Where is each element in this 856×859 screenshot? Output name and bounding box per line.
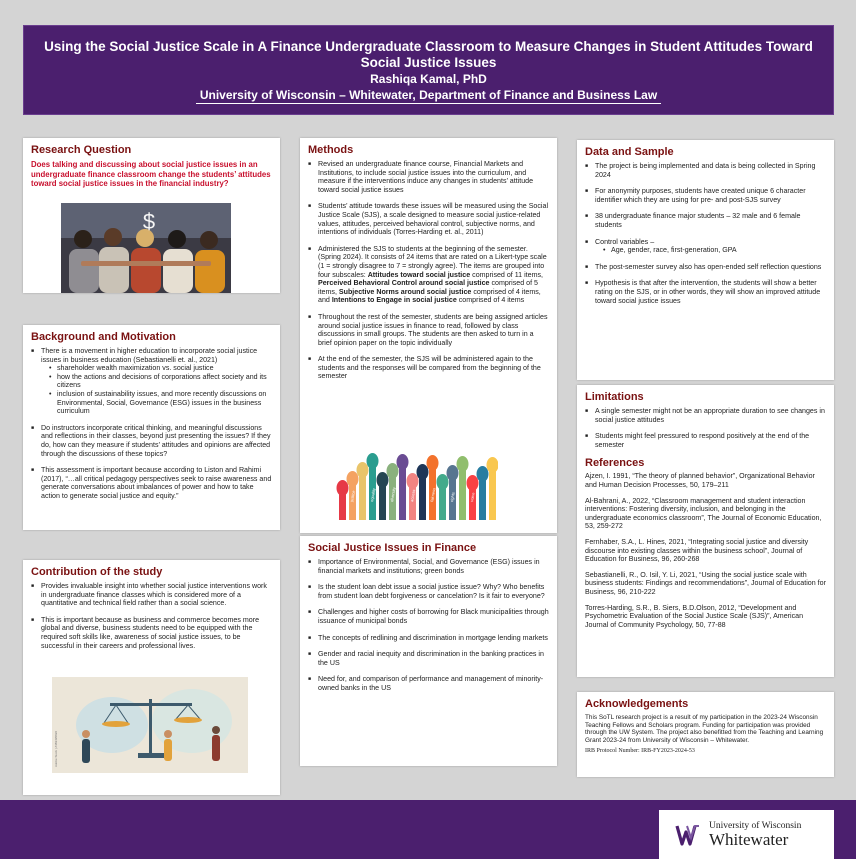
methods-bullet-4: ■ Throughout the rest of the semester, students are being assigned articles around social justice issues in finance to read, followed by class discussions in small groups. The students are then asked to turn in a brief opinion paper on the topic individually — [308, 313, 549, 347]
affiliation: University of Wisconsin – Whitewater, Department of Finance and Business Law — [196, 88, 661, 104]
contribution-bullet-1: ■ Provides invaluable insight into whether social justice interventions work in undergraduate finance classes which is considered more of a quantitative and technical field rather than a social science. — [31, 582, 272, 608]
sji-item-5: ■ Gender and racial inequity and discrimination in the banking practices in the US — [308, 650, 549, 667]
raised-hands-illustration — [333, 440, 498, 520]
poster-title: Using the Social Justice Scale in A Finance Undergraduate Classroom to Measure Changes in Student Attitudes Toward Social Justice Issues — [44, 39, 813, 70]
data-bullet-2: ■ For anonymity purposes, students have created unique 6 character identifier which they are using for pre- and post-SJS survey — [585, 187, 826, 204]
background-heading: Background and Motivation — [31, 331, 176, 343]
sji-item-1: ■ Importance of Environmental, Social, and Governance (ESG) issues in financial markets and institutions; green bonds — [308, 558, 549, 575]
logo-line-1: University of Wisconsin — [709, 820, 802, 831]
limitations-heading: Limitations — [585, 391, 644, 403]
university-logo — [659, 810, 834, 859]
methods-b3-subscale-4: Intentions to Engage in social justice — [331, 296, 457, 305]
background-bullet-2: ■ Do instructors incorporate critical thinking, and meaningful discussions and reflections in their classes, beyond just presenting the issues? If they do, how can they measure if students’ attitudes and opinions are affected through the discussions of these topics? — [31, 424, 272, 458]
hand-word: diversity — [389, 486, 397, 503]
research-question-heading: Research Question — [31, 144, 132, 156]
data-bullet-6: ■ Hypothesis is that after the intervention, the students will show a better rating on the SJS, or in other words, they will show an improved attitude toward social justice issues — [585, 279, 826, 305]
data-bullet-1: ■ The project is being implemented and data is being collected in Spring 2024 — [585, 162, 826, 179]
background-sub-2: • how the actions and decisions of corporations affect society and its citizens — [49, 373, 272, 390]
scales-image — [52, 677, 248, 773]
hand-word: access — [409, 489, 417, 503]
reference-1: Ajzen, I. 1991, “The theory of planned behavior”, Organizational Behavior and Human Decision Processes, 50, 179–211 — [585, 472, 815, 489]
methods-b3-d: comprised of 4 items, and — [318, 287, 541, 305]
data-bullet-5: ■ The post-semester survey also has open-ended self reflection questions — [585, 263, 826, 272]
methods-b3-subscale-2: Perceived Behavioral Control around social justice — [318, 279, 490, 288]
limitations-bullet-1: ■ A single semester might not be an appropriate duration to see changes in social justice attitudes — [585, 407, 826, 424]
svg-text:$: $ — [142, 209, 156, 234]
reference-3: Fernhaber, S.A., L. Hines, 2021, “Integrating social justice and diversity discourse into existing classes within the business school”, Journal of Education for Business, 96, 260-268 — [585, 537, 809, 564]
contribution-heading: Contribution of the study — [31, 566, 163, 578]
sji-item-2: ■ Is the student loan debt issue a social justice issue? Why? Who benefits from student loan debt forgiveness or cancelation? Is it fair to everyone? — [308, 583, 549, 600]
data-bullet-3: ■ 38 undergraduate finance major students – 32 male and 6 female students — [585, 212, 826, 229]
background-bullet-1-text: There is a movement in higher education to incorporate social justice issues in business education (Sebastianelli et. al., 2021) — [41, 347, 258, 364]
irb-protocol: IRB Protocol Number: IRB-FY2023-2024-53 — [585, 748, 695, 755]
methods-b3-a: Administered the SJS to students at the beginning of the semester. (Spring 2024). It consists of 24 items that are rated on a Likert-type scale (1 = strongly disagree to 7 = strongly agree). The items are grouped into four subscales: — [318, 244, 547, 279]
sji-item-6: ■ Need for, and comparison of performance and management of minority-owned banks in the US — [308, 675, 549, 692]
acknowledgements-text: This SoTL research project is a result of my participation in the 2023-24 Wisconsin Teaching Fellows and Scholars program. Funding for participation was provided through the UW System. The project also benefitted from the Teaching and Learning Grant 2023-24 from University of Wisconsin – Whitewater. — [585, 714, 824, 744]
reference-4: Sebastianelli, R., O. Isil, Y. Li, 2021, “Using the social justice scale with business students: Findings and recommendations”, Journal of Education for Business, 96, 210-222 — [585, 570, 826, 596]
reference-2: Al-Bahrani, A., 2022, “Classroom management and student interaction interventions: Fostering diversity, inclusion, and belonging in the undergraduate economics classroom”, The Journal of Economic Education, 53, 259-272 — [585, 496, 822, 531]
acknowledgements-heading: Acknowledgements — [585, 698, 689, 710]
methods-b3-c: comprised of 5 items, — [318, 279, 538, 296]
data-bullet-4-text: Control variables – — [595, 237, 655, 246]
poster-header — [23, 25, 834, 115]
acknowledgements-panel — [577, 692, 834, 777]
research-question-text: Does talking and discussing about social justice issues in an undergraduate finance classroom change the students’ attitudes toward social justice issues in the financial industry? — [31, 160, 271, 188]
contribution-bullet-2: ■ This is important because as business and commerce becomes more global and diverse, business students need to be equipped with the required soft skills like, awareness of social justice issues, to be successful in their careers and professional lives. — [31, 616, 272, 650]
sji-item-4: ■ The concepts of redlining and discrimination in mortgage lending markets — [308, 634, 549, 643]
hand-word: voice — [469, 492, 476, 503]
background-panel — [23, 325, 280, 530]
hand-word: rights — [449, 491, 456, 503]
people-image — [61, 203, 231, 293]
people-illustration — [61, 203, 231, 293]
background-bullet-3: ■ This assessment is important because according to Liston and Rahimi (2017), “…all critical pedagogy perspectives seek to raise awareness and generate conversations about imbalances of power and how to take action to generate social justice and equity.” — [31, 466, 272, 500]
hand-word: equality — [369, 487, 377, 503]
data-sample-heading: Data and Sample — [585, 146, 674, 158]
limitations-bullet-2: ■ Students might feel pressured to respond positively at the end of the semester — [585, 432, 826, 449]
references-heading: References — [585, 457, 645, 470]
sji-item-3: ■ Challenges and higher costs of borrowing for Black municipalities through issuance of municipal bonds — [308, 608, 549, 625]
control-variables-list: • Age, gender, race, first-generation, GPA — [603, 246, 826, 255]
background-bullet-1 — [31, 347, 272, 416]
limitations-references-panel — [577, 385, 834, 677]
sji-panel — [300, 536, 557, 766]
methods-b3-subscale-3: Subjective Norms around social justice — [338, 287, 472, 296]
methods-heading: Methods — [308, 144, 354, 156]
background-sub-3: • inclusion of sustainability issues, and more recently discussions on Environmental, Social, Governance (ESG) issues in the business curriculum — [49, 390, 272, 416]
justice-scales-illustration — [52, 677, 248, 773]
uw-logo-icon — [675, 822, 701, 848]
methods-b3-e: comprised of 4 items — [456, 296, 525, 305]
methods-b3-subscale-1: Attitudes toward social justice — [367, 270, 471, 279]
sji-heading: Social Justice Issues in Finance — [308, 542, 477, 554]
hand-word: fairness — [429, 487, 437, 503]
background-sub-1: • shareholder wealth maximization vs. social justice — [49, 364, 272, 373]
hand-word: justice — [349, 490, 356, 503]
raised-hands-image — [333, 440, 498, 520]
data-sample-panel — [577, 140, 834, 380]
data-bullet-4 — [585, 238, 826, 255]
methods-bullet-3 — [308, 245, 549, 305]
methods-bullet-1: ■ Revised an undergraduate finance course, Financial Markets and Institutions, to include social justice issues into the curriculum, and measure if the interventions induce any changes in students’ attitude toward social justice issues — [308, 160, 549, 194]
logo-line-2: Whitewater — [709, 829, 789, 849]
methods-b3-b: comprised of 11 items, — [470, 270, 543, 279]
reference-5: Torres-Harding, S.R., B. Siers, B.D.Olson, 2012, “Development and Psychometric Evaluation of the Social Justice Scale (SJS)”, American Journal of Community Psychology, 50, 77-88 — [585, 603, 804, 629]
stock-credit: Adobe Stock | #489495820 — [54, 730, 58, 767]
methods-bullet-2: ■ Students’ attitude towards these issues will be measured using the Social Justice Scale (SJS), a scale designed to measure social justice-related values, attitudes, perceived behavioral control, subjective norms, and intentions of individuals (Torres-Harding et. al., 2011) — [308, 202, 549, 236]
author-name: Rashiqa Kamal, PhD — [370, 72, 487, 86]
methods-bullet-5: ■ At the end of the semester, the SJS will be administered again to the students and the responses will be compared from the beginning of the semester — [308, 355, 549, 381]
